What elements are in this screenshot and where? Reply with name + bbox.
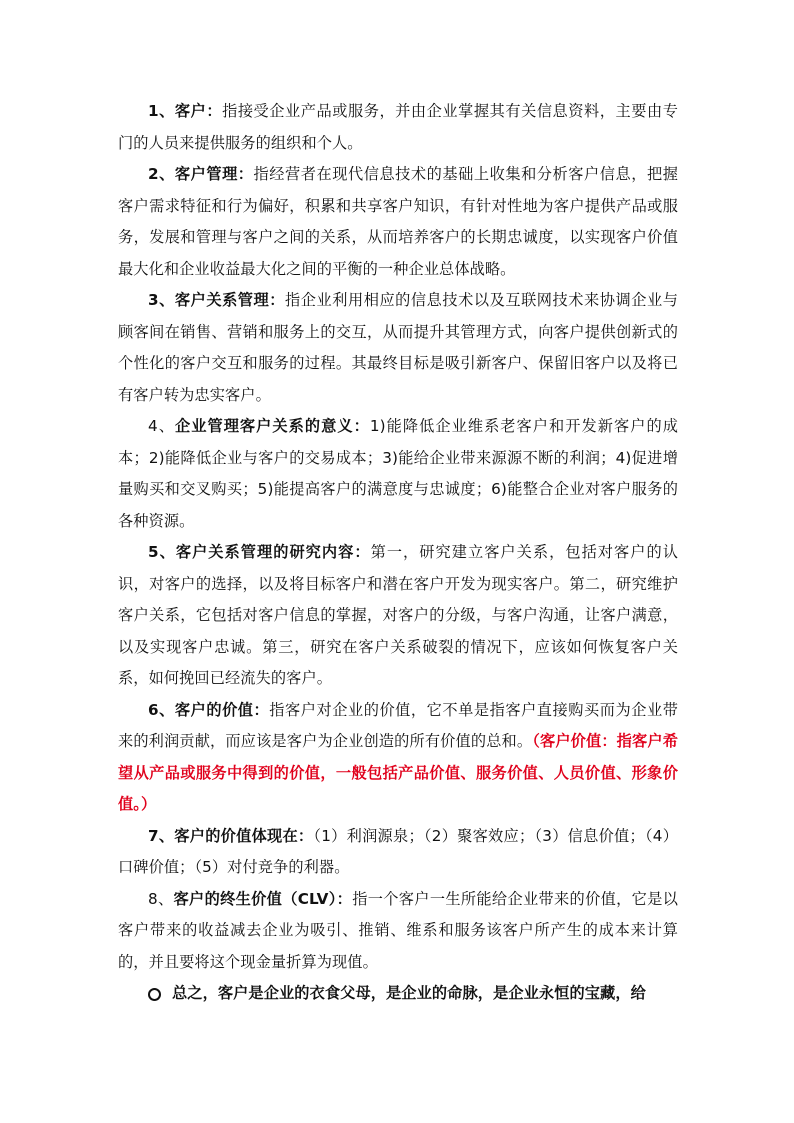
definition-text: （1）利润源泉；（2）聚客效应；（3）信息价值；（4）口碑价值；（5）对付竞争的利器。 [118, 826, 679, 876]
definition-term: 1、客户： [148, 102, 223, 120]
definition-term: 企业管理客户关系的意义： [174, 417, 370, 435]
definition-number: 4、 [148, 417, 175, 435]
definition-text: 指经营者在现代信息技术的基础上收集和分析客户信息，把握客户需求特征和行为偏好，积累和共享客户知识，有针对性地为客户提供产品或服务，发展和管理与客户之间的关系，从而培养客户的长期忠诚度，以实现客户价值最大化和企业收益最大化之间的平衡的一种企业总体战略。 [118, 165, 678, 278]
definition-paragraph-2 [118, 159, 678, 285]
document-body [118, 96, 678, 1010]
highlighted-note: （客户价值：指客户希望从产品或服务中得到的价值，一般包括产品价值、服务价值、人员价值、形象价值。） [118, 732, 678, 813]
definition-paragraph-3 [118, 285, 678, 411]
definition-text: 指企业利用相应的信息技术以及互联网技术来协调企业与顾客间在销售、营销和服务上的交互，从而提升其管理方式，向客户提供创新式的个性化的客户交互和服务的过程。其最终目标是吸引新客户、保留旧客户以及将已有客户转为忠实客户。 [118, 291, 678, 404]
definition-text: 指接受企业产品或服务，并由企业掌握其有关信息资料，主要由专门的人员来提供服务的组织和个人。 [118, 102, 678, 152]
definition-paragraph-5 [118, 537, 678, 695]
definition-term: 6、客户的价值： [148, 700, 270, 719]
definition-text: 第一，研究建立客户关系，包括对客户的认识，对客户的选择，以及将目标客户和潜在客户开发为现实客户。第二，研究维护客户关系，它包括对客户信息的掌握，对客户的分级，与客户沟通，让客户满意，以及实现客户忠诚。第三，研究在客户关系破裂的情况下，应该如何恢复客户关系，如何挽回已经流失的客户。 [118, 543, 679, 687]
definition-paragraph-4 [118, 411, 678, 537]
definition-term: 3、客户关系管理： [148, 291, 286, 309]
definition-text: 1)能降低企业维系老客户和开发新客户的成本；2)能降低企业与客户的交易成本；3)能给企业带来源源不断的利润；4)促进增量购买和交叉购买；5)能提高客户的满意度与忠诚度；6)能整合企业对客户服务的各种资源。 [118, 417, 679, 530]
definition-number: 8、 [148, 889, 174, 908]
definition-text: 指一个客户一生所能给企业带来的价值，它是以客户带来的收益减去企业为吸引、推销、维系和服务该客户所产生的成本来计算的，并且要将这个现金量折算为现值。 [118, 889, 678, 971]
summary-text: 总之，客户是企业的衣食父母，是企业的命脉，是企业永恒的宝藏，给 [172, 984, 646, 1002]
definition-term: 5、客户关系管理的研究内容： [148, 543, 371, 561]
definition-term: 7、客户的价值体现在： [148, 826, 314, 845]
definition-paragraph-8 [118, 884, 678, 979]
circle-bullet-icon [148, 988, 161, 1001]
definition-term: 2、客户管理： [148, 165, 254, 183]
definition-text: 指客户对企业的价值，它不单是指客户直接购买而为企业带来的利润贡献，而应该是客户为企业创造的所有价值的总和。 [118, 700, 678, 750]
summary-paragraph [118, 978, 678, 1010]
definition-paragraph-7 [118, 821, 678, 884]
definition-term: 客户的终生价值（CLV）： [173, 889, 353, 908]
definition-paragraph-1 [118, 96, 678, 159]
definition-paragraph-6 [118, 695, 678, 821]
